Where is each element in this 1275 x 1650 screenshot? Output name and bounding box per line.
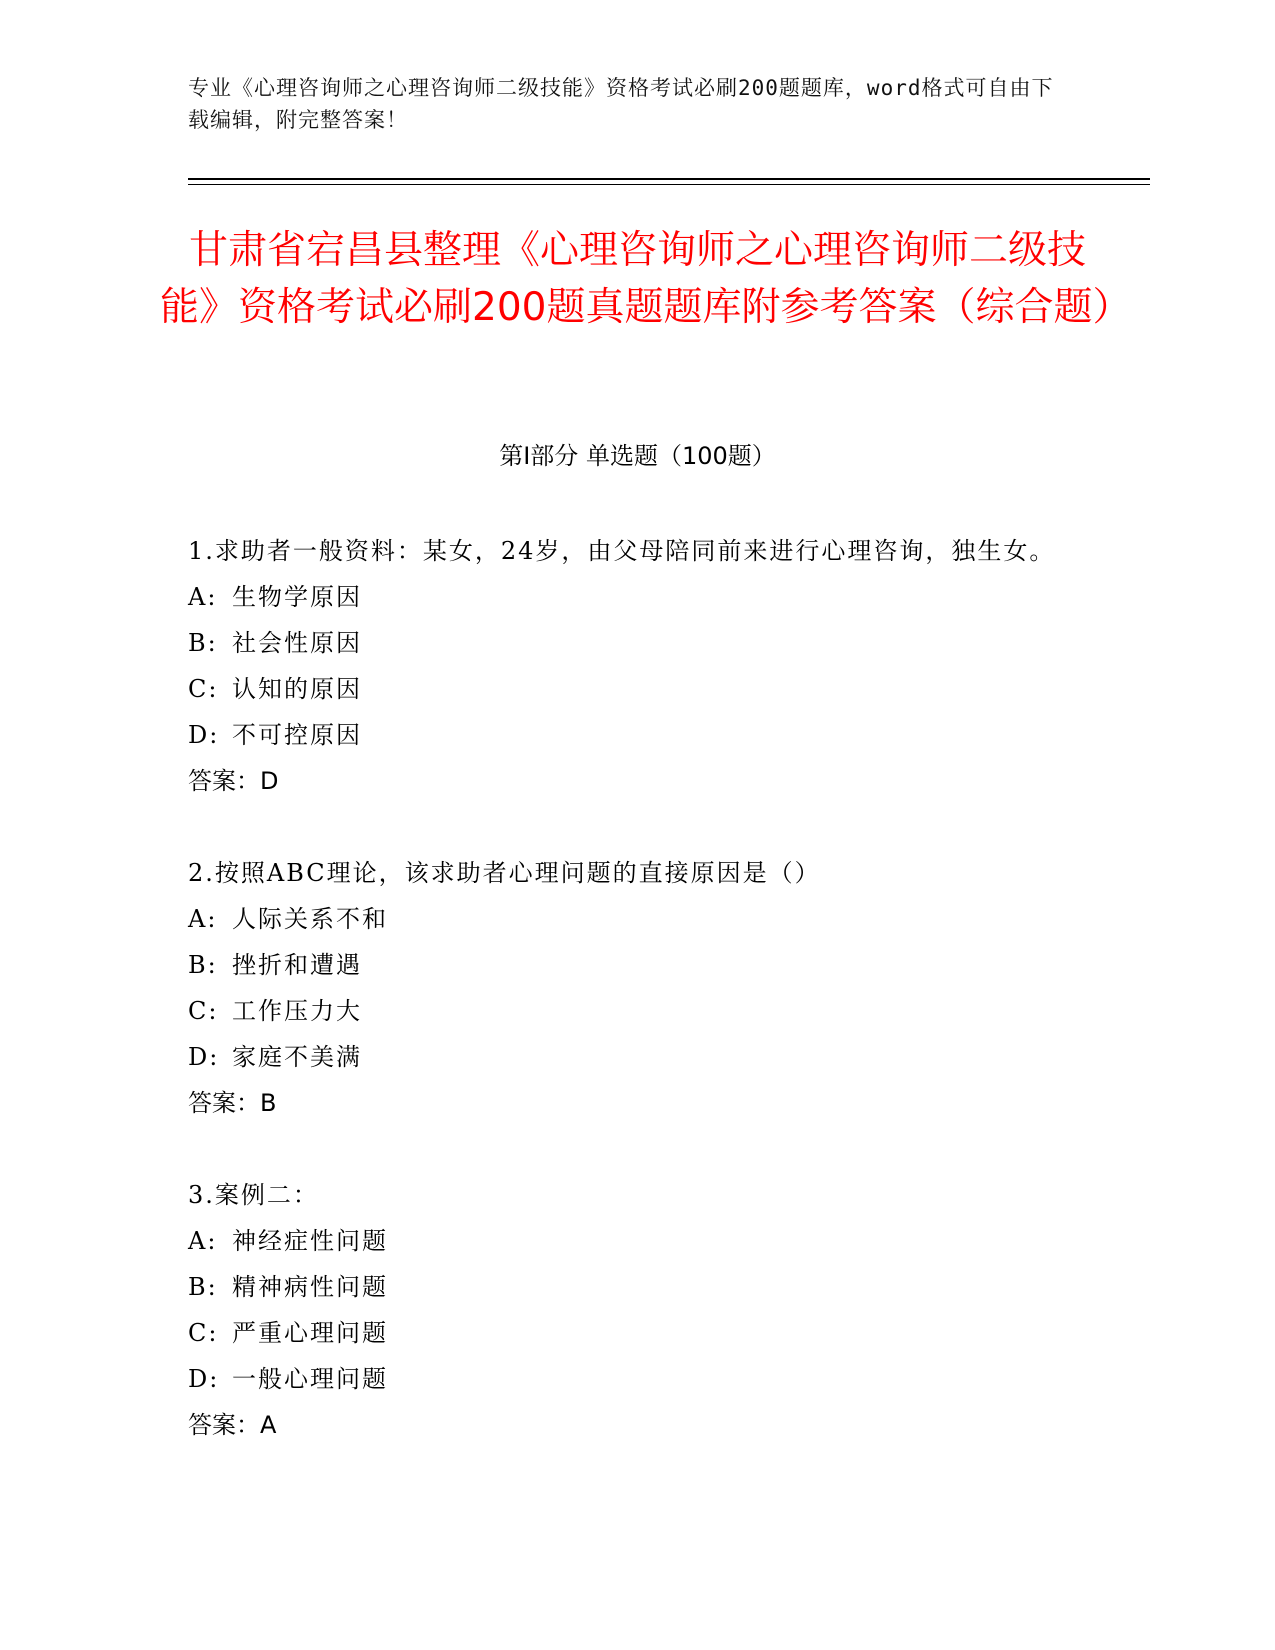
option-d <box>188 1034 1068 1080</box>
option-key: A: <box>188 583 218 611</box>
option-c <box>188 988 1068 1034</box>
answer-line <box>188 1402 1068 1448</box>
header-rule-thin <box>188 184 1150 185</box>
option-d <box>188 712 1068 758</box>
option-text: 严重心理问题 <box>232 1319 388 1347</box>
option-text: 精神病性问题 <box>232 1273 388 1301</box>
header-note: 专业《心理咨询师之心理咨询师二级技能》资格考试必刷200题题库，word格式可自由下载编辑，附完整答案！ <box>188 76 1054 132</box>
option-key: C: <box>188 1319 219 1347</box>
option-b <box>188 1264 1068 1310</box>
option-key: C: <box>188 997 219 1025</box>
option-text: 生物学原因 <box>232 583 362 611</box>
option-key: B: <box>188 629 218 657</box>
page-title: 甘肃省宕昌县整理《心理咨询师之心理咨询师二级技能》资格考试必刷200题真题题库附参考答案（综合题） <box>160 228 1132 330</box>
question-item <box>188 528 1068 804</box>
answer-value: B <box>260 1089 277 1117</box>
option-key: B: <box>188 1273 218 1301</box>
option-text: 认知的原因 <box>232 675 362 703</box>
answer-value: A <box>260 1411 277 1439</box>
option-key: B: <box>188 951 218 979</box>
answer-prefix: 答案： <box>188 1089 260 1117</box>
answer-line <box>188 758 1068 804</box>
option-key: A: <box>188 905 218 933</box>
answer-value: D <box>260 767 279 795</box>
option-text: 一般心理问题 <box>232 1365 388 1393</box>
option-d <box>188 1356 1068 1402</box>
option-text: 人际关系不和 <box>232 905 388 933</box>
question-stem: 2.按照ABC理论，该求助者心理问题的直接原因是（） <box>188 859 821 887</box>
option-key: C: <box>188 675 219 703</box>
option-a <box>188 574 1068 620</box>
option-text: 家庭不美满 <box>232 1043 362 1071</box>
option-c <box>188 666 1068 712</box>
answer-line <box>188 1080 1068 1126</box>
option-c <box>188 1310 1068 1356</box>
question-stem: 3.案例二： <box>188 1181 319 1209</box>
option-text: 神经症性问题 <box>232 1227 388 1255</box>
option-a <box>188 1218 1068 1264</box>
option-key: D: <box>188 721 220 749</box>
option-b <box>188 620 1068 666</box>
section-title: 第I部分 单选题（100题） <box>499 442 776 470</box>
question-item <box>188 1172 1068 1448</box>
option-key: A: <box>188 1227 218 1255</box>
answer-prefix: 答案： <box>188 1411 260 1439</box>
option-a <box>188 896 1068 942</box>
question-list <box>188 528 1068 1494</box>
option-text: 社会性原因 <box>232 629 362 657</box>
option-text: 不可控原因 <box>232 721 362 749</box>
question-item <box>188 850 1068 1126</box>
option-key: D: <box>188 1365 220 1393</box>
answer-prefix: 答案： <box>188 767 260 795</box>
option-text: 工作压力大 <box>232 997 362 1025</box>
header-rule-thick <box>188 178 1150 180</box>
option-text: 挫折和遭遇 <box>232 951 362 979</box>
question-stem: 1.求助者一般资料：某女，24岁，由父母陪同前来进行心理咨询，独生女。 <box>188 537 1056 565</box>
option-key: D: <box>188 1043 220 1071</box>
option-b <box>188 942 1068 988</box>
